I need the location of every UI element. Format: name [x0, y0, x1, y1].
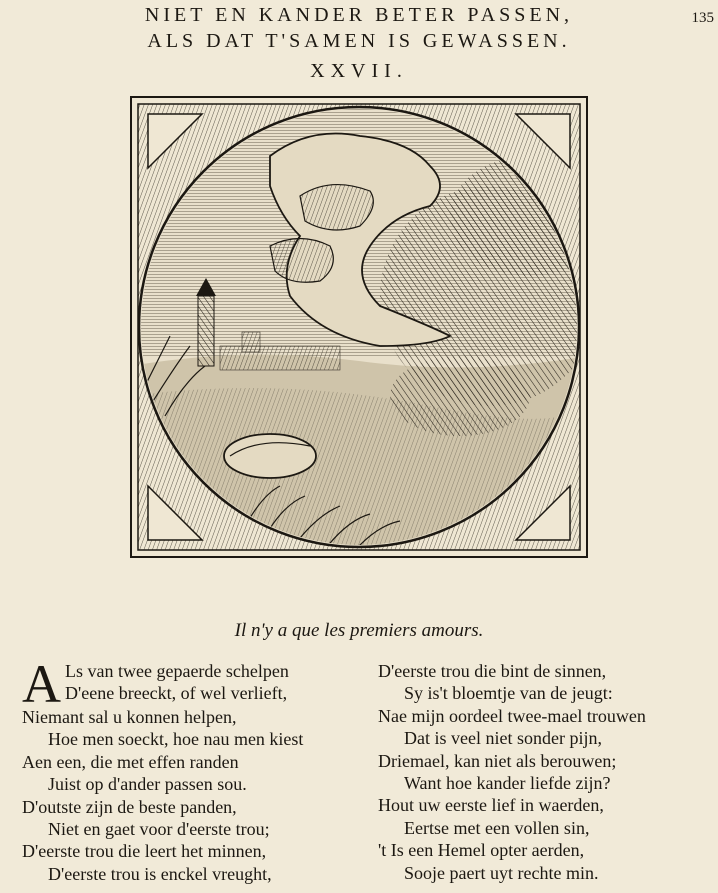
emblem-number: XXVII. — [310, 60, 408, 82]
verse-text: D'outste zijn de beste panden, — [22, 796, 237, 817]
verse-line — [22, 818, 362, 840]
verse-text: 't Is een Hemel opter aerden, — [378, 840, 585, 861]
verse-line — [22, 796, 362, 818]
verse-line — [22, 682, 362, 704]
verse-text: Want hoe kander liefde zijn? — [404, 772, 611, 793]
verse-text: D'eene breeckt, of wel verlieft, — [65, 683, 288, 704]
verse-text: Sooje paert uyt rechte min. — [404, 862, 599, 883]
verse-line — [378, 862, 708, 884]
verse-line — [378, 772, 708, 794]
page-number: 135 — [691, 10, 714, 26]
motto-line-1: NIET EN KANDER BETER PASSEN, — [144, 4, 574, 26]
verse-text: D'eerste trou is enckel vreught, — [48, 863, 272, 884]
verse-line — [22, 751, 362, 773]
emblem-subtitle: Il n'y a que les premiers amours. — [234, 620, 484, 641]
verse-line — [22, 840, 362, 862]
verse-text: Juist op d'ander passen sou. — [48, 774, 247, 795]
verse-text: Hoe men soeckt, hoe nau men kiest — [48, 729, 304, 750]
engraving-illustration — [130, 96, 588, 558]
verse-text: Aen een, die met effen randen — [22, 751, 239, 772]
verse-text: D'eerste trou die leert het minnen, — [22, 841, 267, 862]
verse-text: Niet en gaet voor d'eerste trou; — [48, 818, 270, 839]
show-through-decoration — [240, 565, 680, 625]
verse-text: Niemant sal u konnen helpen, — [22, 707, 237, 727]
verse-line — [22, 728, 362, 750]
verse-text: Eertse met een vollen sin, — [404, 817, 590, 838]
verse-text: Hout uw eerste lief in waerden, — [378, 795, 604, 816]
verse-line — [378, 817, 708, 839]
motto-line-2: ALS DAT T'SAMEN IS GEWASSEN. — [147, 30, 571, 52]
verse-line — [22, 706, 362, 728]
verse-line — [378, 660, 708, 682]
poem-right-column — [378, 660, 708, 884]
verse-line — [378, 794, 708, 816]
verse-line — [22, 863, 362, 885]
poem-left-column — [22, 654, 362, 885]
verse-text: Driemael, kan niet als berouwen; — [378, 750, 617, 771]
verse-line — [378, 705, 708, 727]
verse-line — [22, 773, 362, 795]
verse-text: Nae mijn oordeel twee-mael trouwen — [378, 705, 646, 726]
verse-text: Sy is't bloemtje van de jeugt: — [404, 683, 613, 704]
verse-line — [378, 750, 708, 772]
verse-line — [378, 839, 708, 861]
verse-line — [378, 727, 708, 749]
verse-text: Ls van twee gepaerde schelpen — [65, 661, 289, 681]
verse-text: Dat is veel niet sonder pijn, — [404, 728, 602, 749]
verse-text: D'eerste trou die bint de sinnen, — [378, 661, 607, 681]
verse-line — [378, 682, 708, 704]
drop-cap: A — [22, 654, 61, 714]
